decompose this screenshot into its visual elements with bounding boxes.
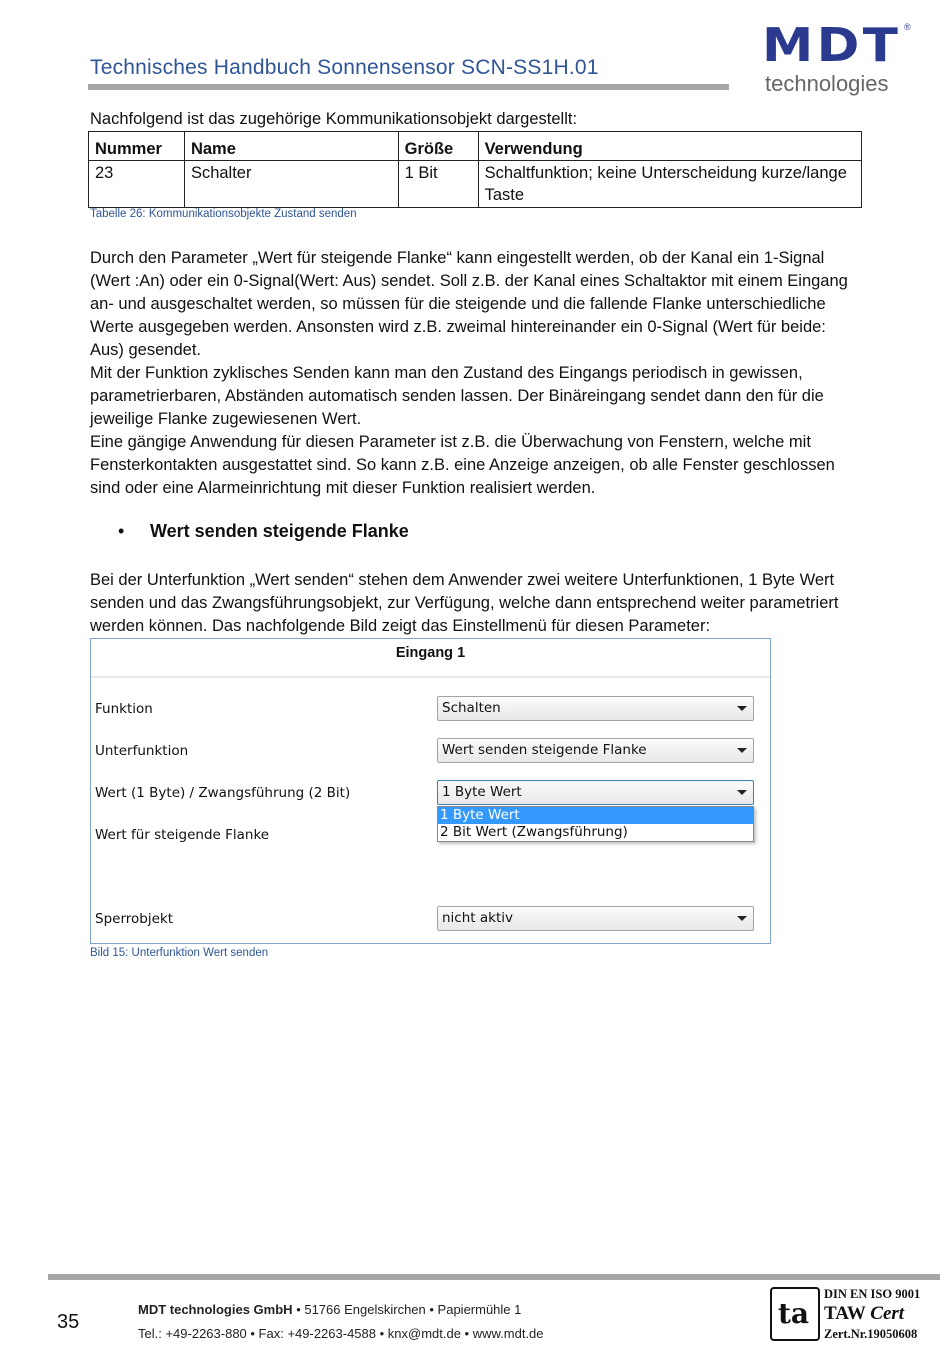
- wert-zwangsfuehrung-select[interactable]: [437, 780, 754, 805]
- dialog-separator: [91, 676, 770, 678]
- cert-name: [824, 1303, 904, 1325]
- description-block: [90, 247, 860, 500]
- cert-standard: DIN EN ISO 9001: [824, 1287, 921, 1301]
- field-label-wert-steigende-flanke: Wert für steigende Flanke: [95, 827, 270, 843]
- chevron-down-icon: [737, 706, 747, 711]
- paragraph: Durch den Parameter „Wert für steigende Flanke“ kann eingestellt werden, ob der Kanal ein 1-Signal (Wert :An) oder ein 0-Signal(Wert: Aus) sendet. Soll z.B. der Kanal eines Schaltaktor mit einem Eingang an- und ausgeschaltet werden, so müssen für die steigende und die fallende Flanke unterschiedliche Werte ausgegeben werden. Ansonsten wird z.B. zweimal hintereinander ein 0-Signal (Wert für beide: Aus) gesendet.: [90, 249, 848, 359]
- logo-mark: MDT: [762, 18, 902, 72]
- dropdown-list: [437, 806, 754, 842]
- dialog-title: Eingang 1: [395, 645, 466, 661]
- table-header-row: [89, 132, 862, 161]
- sperrobjekt-select[interactable]: [437, 906, 754, 931]
- bullet-symbol: •: [118, 521, 125, 541]
- taw-cert-logo: [770, 1287, 820, 1341]
- table-cell: Schaltfunktion; keine Unterscheidung kurze/lange Taste: [478, 161, 861, 208]
- chevron-down-icon: [737, 790, 747, 795]
- table-header-cell: Größe: [398, 132, 478, 161]
- dropdown-option-2-bit[interactable]: 2 Bit Wert (Zwangsführung): [440, 824, 628, 840]
- select-value: Schalten: [442, 700, 501, 716]
- table-row: [89, 161, 862, 208]
- chevron-down-icon: [737, 916, 747, 921]
- footer-contact: Tel.: +49-2263-880 • Fax: +49-2263-4588 • knx@mdt.de • www.mdt.de: [138, 1326, 544, 1341]
- paragraph: Mit der Funktion zyklisches Senden kann man den Zustand des Eingangs periodisch in gewissen, parametrierbaren, Abständen automatisch senden lassen. Der Binäreingang sendet dann den für die jeweilige Flanke zugewiesenen Wert.: [90, 364, 824, 428]
- header-rule: [88, 84, 729, 90]
- field-label-unterfunktion: Unterfunktion: [95, 743, 189, 759]
- select-value: nicht aktiv: [442, 910, 513, 926]
- mdt-logo: [762, 18, 912, 98]
- section-heading: Wert senden steigende Flanke: [150, 521, 409, 541]
- footer-address: [138, 1302, 521, 1317]
- document-title: Technisches Handbuch Sonnensensor SCN-SS1H.01: [90, 56, 599, 79]
- cert-logo-mark: ta: [778, 1297, 810, 1330]
- paragraph: Bei der Unterfunktion „Wert senden“ stehen dem Anwender zwei weitere Unterfunktionen, 1 Byte Wert senden und das Zwangsführungsobjekt, zur Verfügung, welche dann entsprechend weiter parametriert werden können. Das nachfolgende Bild zeigt das Einstellmenü für diesen Parameter:: [90, 571, 839, 635]
- table-cell: 23: [89, 161, 185, 208]
- dropdown-option-1-byte[interactable]: 1 Byte Wert: [438, 807, 753, 824]
- settings-dialog: [90, 638, 771, 944]
- footer-rule: [48, 1274, 940, 1280]
- table-cell: Schalter: [184, 161, 398, 208]
- cert-name-part: Cert: [870, 1303, 905, 1324]
- table-cell: 1 Bit: [398, 161, 478, 208]
- table-header-cell: Name: [184, 132, 398, 161]
- field-label-funktion: Funktion: [95, 701, 153, 717]
- cert-name-part: TAW: [824, 1303, 866, 1324]
- funktion-select[interactable]: [437, 696, 754, 721]
- field-label-sperrobjekt: Sperrobjekt: [95, 911, 174, 927]
- intro-text: Nachfolgend ist das zugehörige Kommunikationsobjekt dargestellt:: [90, 110, 578, 128]
- chevron-down-icon: [737, 748, 747, 753]
- paragraph: Eine gängige Anwendung für diesen Parameter ist z.B. die Überwachung von Fenstern, welche mit Fensterkontakten ausgestattet sind. So kann z.B. eine Anzeige anzeigen, ob alle Fenster geschlossen sind oder eine Alarmeinrichtung mit dieser Funktion realisiert werden.: [90, 433, 835, 497]
- cert-number: Zert.Nr.19050608: [824, 1327, 918, 1341]
- communication-object-table: [88, 131, 862, 208]
- select-value: 1 Byte Wert: [442, 784, 522, 800]
- table-header-cell: Nummer: [89, 132, 185, 161]
- unterfunktion-select[interactable]: [437, 738, 754, 763]
- footer-company: MDT technologies GmbH: [138, 1302, 293, 1317]
- field-label-wert-zwangsfuehrung: Wert (1 Byte) / Zwangsführung (2 Bit): [95, 785, 351, 801]
- footer-address-text: • 51766 Engelskirchen • Papiermühle 1: [296, 1302, 522, 1317]
- logo-registered: ®: [904, 22, 911, 32]
- select-value: Wert senden steigende Flanke: [442, 742, 647, 758]
- certification-badge: [770, 1287, 940, 1345]
- logo-subtitle: technologies: [765, 71, 889, 96]
- page-number: 35: [57, 1311, 80, 1333]
- table-caption: Tabelle 26: Kommunikationsobjekte Zustand senden: [90, 208, 357, 220]
- figure-caption: Bild 15: Unterfunktion Wert senden: [90, 947, 269, 959]
- table-header-cell: Verwendung: [478, 132, 861, 161]
